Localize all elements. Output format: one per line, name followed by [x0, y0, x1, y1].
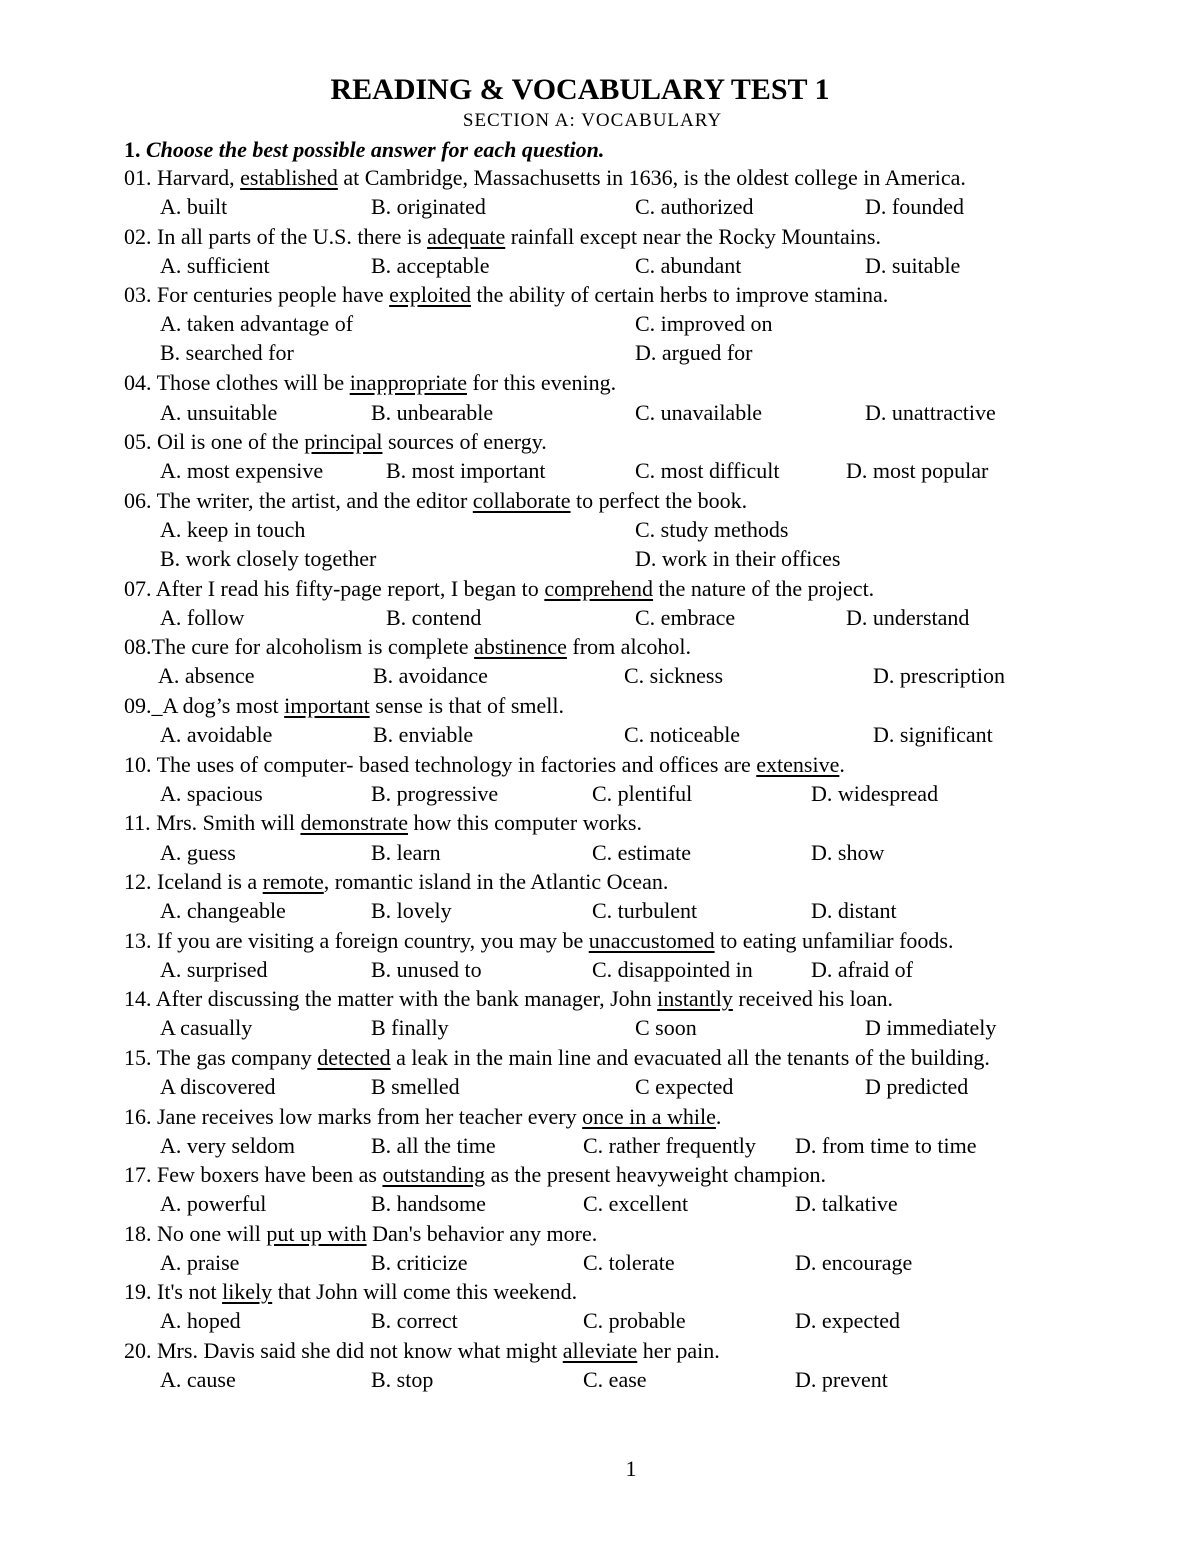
question-number: 06.	[124, 488, 152, 513]
question-text-after: for this evening.	[466, 370, 617, 395]
question-text-before: Mrs. Davis said she did not know what might	[157, 1338, 563, 1363]
question-number: 16.	[124, 1104, 152, 1129]
question-text-after: sources of energy.	[382, 429, 547, 454]
option-a: A discovered	[160, 1074, 276, 1099]
option-d: D. afraid of	[811, 957, 914, 982]
question-number: 20.	[124, 1338, 152, 1363]
underlined-word: put up with	[266, 1221, 367, 1246]
question-19	[124, 1279, 577, 1305]
question-06	[124, 488, 747, 514]
question-number: 03.	[124, 282, 152, 307]
question-text-after: to eating unfamiliar foods.	[714, 928, 954, 953]
option-c: C soon	[635, 1015, 697, 1040]
option-a: A. built	[160, 194, 228, 219]
question-number: 15.	[124, 1045, 152, 1070]
option-d: D. encourage	[795, 1250, 913, 1275]
option-c: C. unavailable	[635, 400, 763, 425]
question-text-after: sense is that of smell.	[369, 693, 564, 718]
option-b: B. originated	[371, 194, 486, 219]
underlined-word: once in a while	[582, 1104, 716, 1129]
option-c: C. authorized	[635, 194, 754, 219]
underlined-word: outstanding	[382, 1162, 486, 1187]
option-c: C expected	[635, 1074, 734, 1099]
option-c: C. embrace	[635, 605, 736, 630]
option-c: C. study methods	[635, 517, 789, 542]
question-text-after: the ability of certain herbs to improve stamina.	[471, 282, 889, 307]
question-text-before: _A dog’s most	[151, 693, 285, 718]
question-text-before: In all parts of the U.S. there is	[157, 224, 428, 249]
question-number: 10.	[124, 752, 152, 777]
option-b: B. most important	[386, 458, 546, 483]
section-title: SECTION A: VOCABULARY	[462, 110, 723, 131]
option-c: C. ease	[583, 1367, 647, 1392]
question-03	[124, 282, 888, 308]
option-c: C. rather frequently	[583, 1133, 756, 1158]
question-text-after: , romantic island in the Atlantic Ocean.	[323, 869, 669, 894]
question-number: 05.	[124, 429, 152, 454]
option-a: A. unsuitable	[160, 400, 278, 425]
question-number: 17.	[124, 1162, 152, 1187]
option-a: A. cause	[160, 1367, 236, 1392]
option-a: A. keep in touch	[160, 517, 306, 542]
question-text-before: No one will	[157, 1221, 267, 1246]
option-d: D. distant	[811, 898, 897, 923]
question-text-before: Harvard,	[157, 165, 241, 190]
option-c: C. plentiful	[592, 781, 693, 806]
question-number: 14.	[124, 986, 152, 1011]
question-18	[124, 1221, 597, 1247]
underlined-word: comprehend	[544, 576, 654, 601]
question-13	[124, 928, 953, 954]
option-c: C. noticeable	[624, 722, 741, 747]
question-text-after: Dan's behavior any more.	[366, 1221, 598, 1246]
option-a: A. sufficient	[160, 253, 270, 278]
question-text-after: as the present heavyweight champion.	[485, 1162, 827, 1187]
underlined-word: remote	[262, 869, 324, 894]
option-c: C. tolerate	[583, 1250, 675, 1275]
question-15	[124, 1045, 990, 1071]
option-d: D. talkative	[795, 1191, 898, 1216]
question-number: 04.	[124, 370, 152, 395]
question-text-before: After discussing the matter with the bank manager, John	[155, 986, 658, 1011]
option-a: A. very seldom	[160, 1133, 296, 1158]
instruction	[124, 137, 604, 163]
option-d: D. significant	[873, 722, 993, 747]
option-d: D. prescription	[873, 663, 1005, 688]
page-title: READING & VOCABULARY TEST 1	[330, 73, 830, 106]
option-b: B. unused to	[371, 957, 482, 982]
option-b: B. learn	[371, 840, 441, 865]
underlined-word: likely	[222, 1279, 273, 1304]
option-c: C. probable	[583, 1308, 686, 1333]
option-a: A casually	[160, 1015, 253, 1040]
question-number: 08.	[124, 634, 152, 659]
option-b: B. criticize	[371, 1250, 468, 1275]
question-text-after: from alcohol.	[566, 634, 691, 659]
underlined-word: inappropriate	[349, 370, 467, 395]
question-text-after: her pain.	[637, 1338, 720, 1363]
underlined-word: important	[284, 693, 370, 718]
option-d: D. argued for	[635, 340, 753, 365]
option-d: D immediately	[865, 1015, 997, 1040]
option-b: B. work closely together	[160, 546, 377, 571]
underlined-word: demonstrate	[300, 810, 408, 835]
question-text-before: Mrs. Smith will	[156, 810, 301, 835]
option-d: D. founded	[865, 194, 964, 219]
option-b: B. correct	[371, 1308, 458, 1333]
option-c: C. estimate	[592, 840, 691, 865]
question-07	[124, 576, 874, 602]
option-b: B. all the time	[371, 1133, 496, 1158]
option-b: B. handsome	[371, 1191, 486, 1216]
option-d: D. show	[811, 840, 885, 865]
option-d: D. from time to time	[795, 1133, 977, 1158]
option-d: D. expected	[795, 1308, 901, 1333]
underlined-word: instantly	[657, 986, 733, 1011]
option-b: B. acceptable	[371, 253, 490, 278]
question-number: 07.	[124, 576, 152, 601]
option-b: B. enviable	[373, 722, 474, 747]
option-a: A. absence	[158, 663, 255, 688]
question-17	[124, 1162, 826, 1188]
question-number: 13.	[124, 928, 152, 953]
instruction-text: Choose the best possible answer for each question.	[146, 137, 605, 162]
underlined-word: established	[240, 165, 338, 190]
question-text-after: to perfect the book.	[570, 488, 748, 513]
question-text-before: If you are visiting a foreign country, you may be	[157, 928, 589, 953]
option-b: B. unbearable	[371, 400, 494, 425]
question-number: 02.	[124, 224, 152, 249]
question-text-after: at Cambridge, Massachusetts in 1636, is the oldest college in America.	[337, 165, 966, 190]
question-text-before: The uses of computer- based technology in factories and offices are	[156, 752, 757, 777]
page-number: 1	[625, 1456, 637, 1481]
underlined-word: collaborate	[472, 488, 571, 513]
question-text-before: Those clothes will be	[156, 370, 350, 395]
option-a: A. follow	[160, 605, 245, 630]
underlined-word: principal	[304, 429, 383, 454]
option-b: B. contend	[386, 605, 482, 630]
question-number: 01.	[124, 165, 152, 190]
option-a: A. praise	[160, 1250, 240, 1275]
question-11	[124, 810, 642, 836]
option-b: B. lovely	[371, 898, 452, 923]
question-number: 11.	[124, 810, 151, 835]
option-a: A. changeable	[160, 898, 286, 923]
option-b: B. avoidance	[373, 663, 488, 688]
question-text-before: After I read his fifty-page report, I began to	[155, 576, 545, 601]
question-text-before: Oil is one of the	[157, 429, 305, 454]
question-14	[124, 986, 893, 1012]
option-c: C. excellent	[583, 1191, 689, 1216]
question-number: 18.	[124, 1221, 152, 1246]
question-number: 09.	[124, 693, 152, 718]
option-b: B. searched for	[160, 340, 294, 365]
option-c: C. turbulent	[592, 898, 698, 923]
question-10	[124, 752, 845, 778]
option-a: A. most expensive	[160, 458, 324, 483]
option-c: C. most difficult	[635, 458, 780, 483]
question-20	[124, 1338, 720, 1364]
option-a: A. powerful	[160, 1191, 267, 1216]
option-d: D. widespread	[811, 781, 939, 806]
option-b: B. stop	[371, 1367, 434, 1392]
question-12	[124, 869, 668, 895]
question-text-before: It's not	[157, 1279, 223, 1304]
option-a: A. surprised	[160, 957, 268, 982]
option-a: A. guess	[160, 840, 236, 865]
question-08	[124, 634, 691, 660]
underlined-word: abstinence	[474, 634, 567, 659]
option-b: B finally	[371, 1015, 449, 1040]
underlined-word: unaccustomed	[588, 928, 715, 953]
underlined-word: exploited	[389, 282, 472, 307]
option-d: D. understand	[846, 605, 970, 630]
question-02	[124, 224, 881, 250]
question-text-before: Iceland is a	[157, 869, 263, 894]
option-a: A. hoped	[160, 1308, 241, 1333]
option-b: B. progressive	[371, 781, 499, 806]
instruction-number: 1.	[124, 137, 141, 162]
question-text-after: that John will come this weekend.	[272, 1279, 578, 1304]
option-c: C. disappointed in	[592, 957, 753, 982]
option-a: A. avoidable	[160, 722, 273, 747]
underlined-word: alleviate	[562, 1338, 638, 1363]
option-c: C. sickness	[624, 663, 723, 688]
question-text-before: Few boxers have been as	[157, 1162, 383, 1187]
question-text-after: a leak in the main line and evacuated all the tenants of the building.	[390, 1045, 990, 1070]
question-text-before: The cure for alcoholism is complete	[151, 634, 475, 659]
option-d: D. prevent	[795, 1367, 888, 1392]
option-d: D. most popular	[846, 458, 989, 483]
option-a: A. taken advantage of	[160, 311, 354, 336]
option-d: D predicted	[865, 1074, 969, 1099]
question-text-after: how this computer works.	[407, 810, 642, 835]
option-d: D. work in their offices	[635, 546, 841, 571]
option-a: A. spacious	[160, 781, 263, 806]
option-c: C. abundant	[635, 253, 742, 278]
underlined-word: detected	[317, 1045, 391, 1070]
question-text-after: .	[715, 1104, 722, 1129]
question-09	[124, 693, 564, 719]
question-04	[124, 370, 616, 396]
option-d: D. unattractive	[865, 400, 996, 425]
underlined-word: extensive	[756, 752, 840, 777]
underlined-word: adequate	[427, 224, 506, 249]
option-b: B smelled	[371, 1074, 460, 1099]
question-number: 12.	[124, 869, 152, 894]
question-text-after: rainfall except near the Rocky Mountains.	[505, 224, 881, 249]
question-text-after: the nature of the project.	[653, 576, 875, 601]
question-text-after: .	[839, 752, 845, 777]
option-d: D. suitable	[865, 253, 961, 278]
question-16	[124, 1104, 721, 1130]
question-05	[124, 429, 547, 455]
question-text-before: Jane receives low marks from her teacher every	[157, 1104, 583, 1129]
question-01	[124, 165, 966, 191]
option-c: C. improved on	[635, 311, 773, 336]
question-text-after: received his loan.	[732, 986, 893, 1011]
question-text-before: The gas company	[156, 1045, 318, 1070]
question-number: 19.	[124, 1279, 152, 1304]
question-text-before: The writer, the artist, and the editor	[156, 488, 473, 513]
question-text-before: For centuries people have	[157, 282, 390, 307]
